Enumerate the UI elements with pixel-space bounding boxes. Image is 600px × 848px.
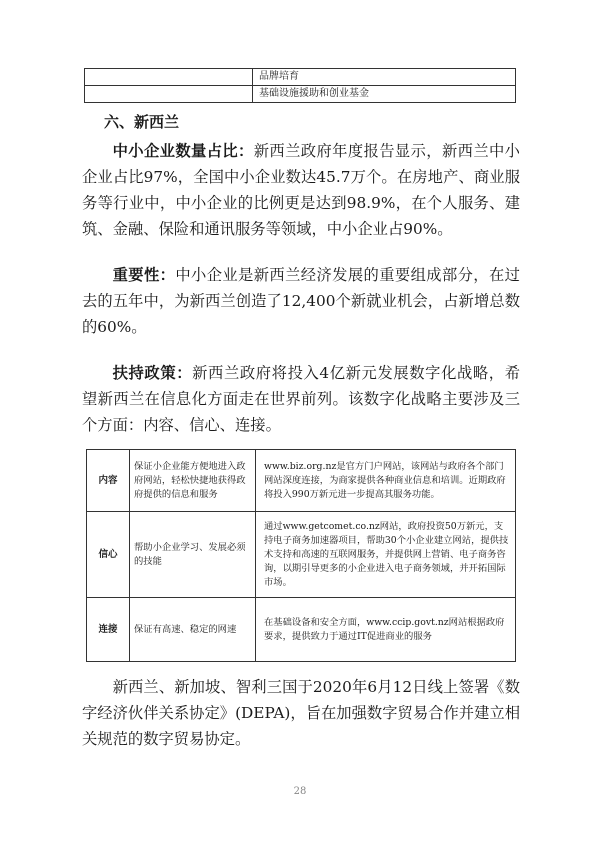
previous-table-continuation — [84, 68, 516, 103]
paragraph-label: 重要性： — [112, 266, 176, 284]
paragraph-depa: 新西兰、新加坡、智利三国于2020年6月12日线上签署《数字经济伙伴关系协定》(DEPA)，旨在加强数字贸易合作并建立相关规范的数字贸易协定。 — [82, 678, 520, 748]
row-name: 信心 — [87, 512, 130, 598]
row-goal: 帮助小企业学习、发展必须的技能 — [130, 512, 256, 598]
paragraph-label: 扶持政策： — [112, 364, 193, 382]
paragraph-label: 中小企业数量占比： — [112, 142, 254, 160]
section-heading: 六、新西兰 — [104, 113, 180, 131]
table-cell: 基础设施援助和创业基金 — [253, 86, 516, 103]
row-name: 内容 — [87, 450, 130, 512]
row-detail: 通过www.getcomet.co.nz网站，政府投资50万新元，支持电子商务加速器项目，帮助30个小企业建立网站，提供技术支持和高速的互联网服务，并提供网上营销、电子商务咨询，以期引导更多的小企业进入电子商务领域，并开拓国际市场。 — [256, 512, 516, 598]
paragraph-importance — [82, 262, 520, 340]
page-number: 28 — [293, 786, 307, 797]
paragraph-support-policy — [82, 360, 520, 438]
paragraph-text: 中小企业是新西兰经济发展的重要组成部分，在过去的五年中，为新西兰创造了12,400个新就业机会，占新增总数的60%。 — [82, 266, 520, 336]
table-row — [85, 69, 516, 86]
table-row — [85, 86, 516, 103]
digital-strategy-table — [86, 449, 516, 662]
paragraph-text: 新西兰政府将投入4亿新元发展数字化战略，希望新西兰在信息化方面走在世界前列。该数字化战略主要涉及三个方面：内容、信心、连接。 — [82, 364, 520, 434]
paragraph-text: 新西兰政府年度报告显示，新西兰中小企业占比97%，全国中小企业数达45.7万个。在房地产、商业服务等行业中，中小企业的比例更是达到98.9%，在个人服务、建筑、金融、保险和通讯服务等领域，中小企业占90%。 — [82, 142, 520, 238]
row-detail: 在基础设备和安全方面，www.ccip.govt.nz网站根据政府要求，提供致力于通过IT促进商业的服务 — [256, 598, 516, 662]
table-row — [87, 598, 516, 662]
table-row — [87, 450, 516, 512]
row-detail: www.biz.org.nz是官方门户网站，该网站与政府各个部门网站深度连接，为商家提供各种商业信息和培训。近期政府将投入990万新元进一步提高其服务功能。 — [256, 450, 516, 512]
table-cell: 品牌培育 — [253, 69, 516, 86]
row-name: 连接 — [87, 598, 130, 662]
row-goal: 保证小企业能方便地进入政府网站，轻松快捷地获得政府提供的信息和服务 — [130, 450, 256, 512]
table-row — [87, 512, 516, 598]
row-goal: 保证有高速、稳定的网速 — [130, 598, 256, 662]
paragraph-sme-share — [82, 138, 520, 242]
